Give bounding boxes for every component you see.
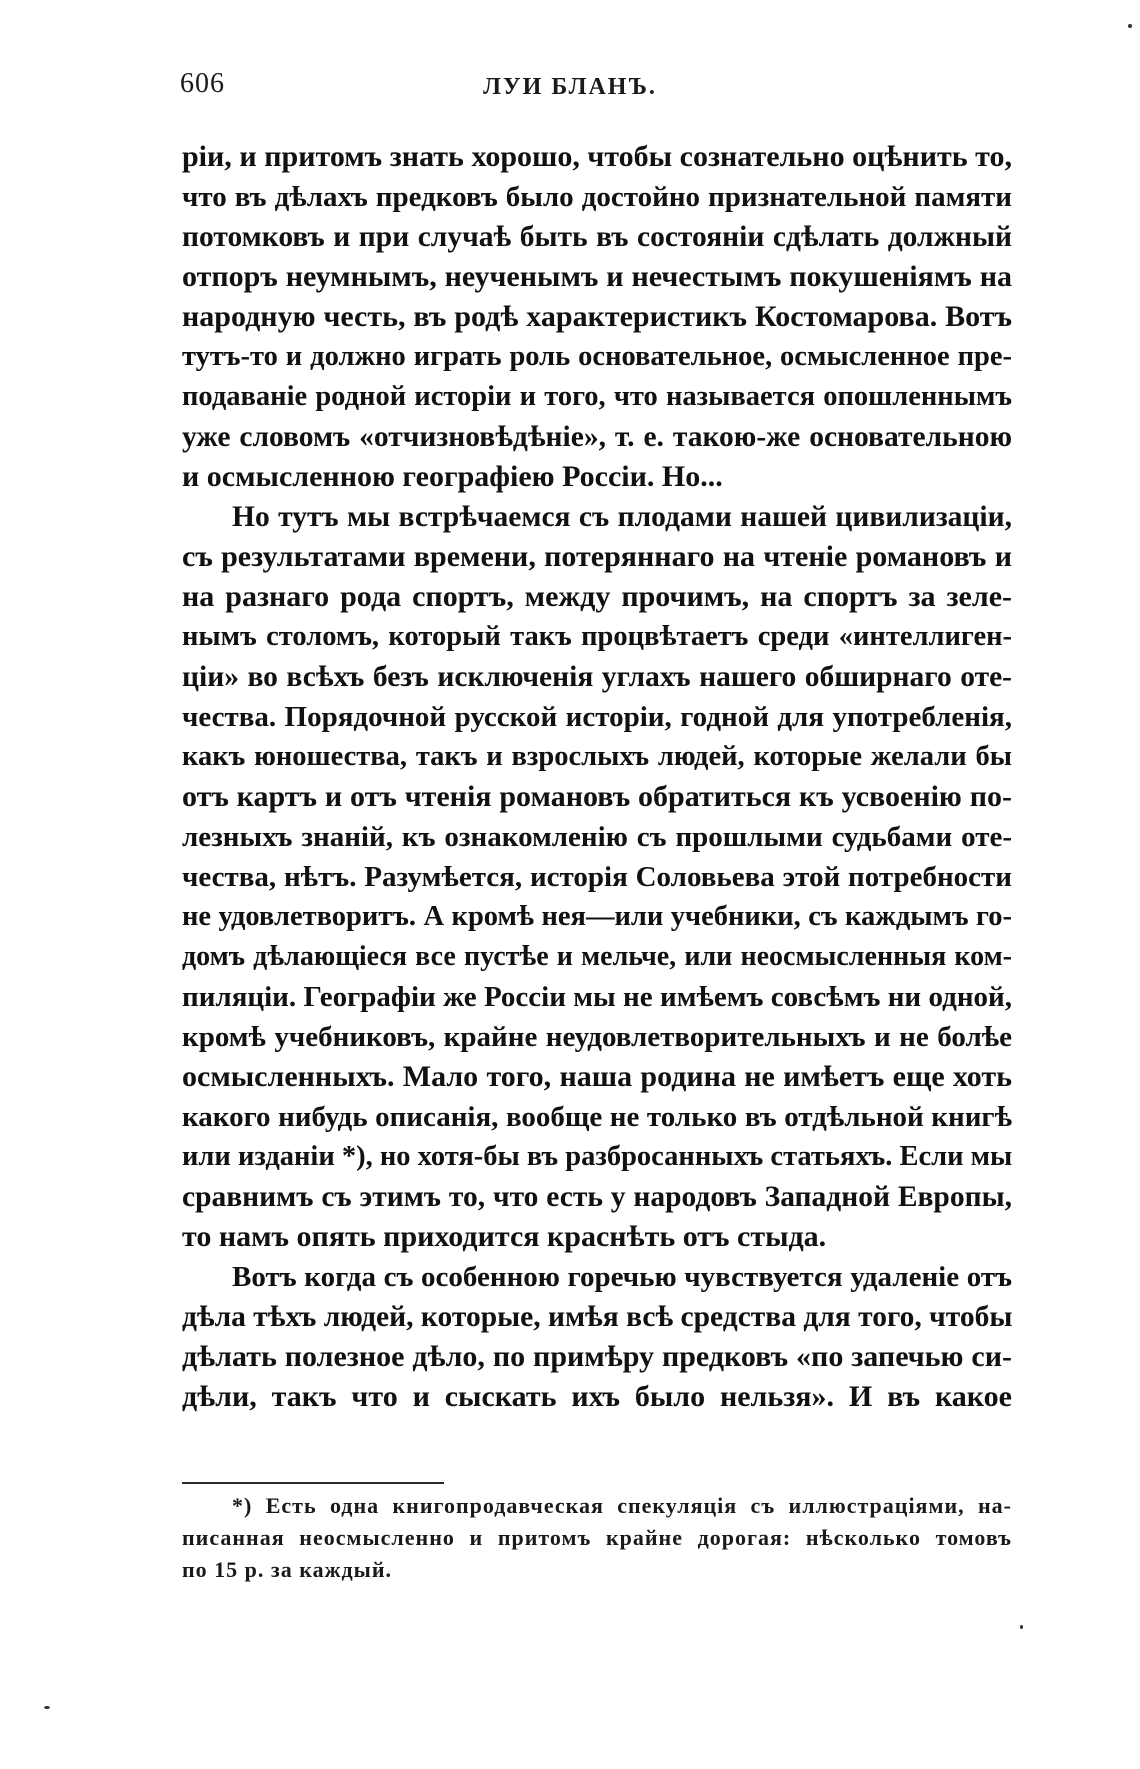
footnote-line: писанная неосмысленно и притомъ крайне дорогая: нѣсколько томовъ [182, 1525, 1012, 1550]
text-line: чества. Порядочной русской исторіи, годной для употребленія, [182, 701, 1012, 733]
text-line: отъ картъ и отъ чтенія романовъ обратиться къ усвоенію по- [182, 780, 1012, 813]
footnote-line: *) Есть одна книгопродавческая спекуляція съ иллюстраціями, на- [232, 1493, 1012, 1518]
page-number: 606 [180, 68, 225, 99]
text-line: подаваніе родной исторіи и того, что называется опошленнымъ [182, 381, 1012, 412]
text-line: чества, нѣтъ. Разумѣется, исторія Соловьева этой потребности [182, 861, 1012, 893]
text-line: что въ дѣлахъ предковъ было достойно признательной памяти [182, 181, 1012, 213]
text-line: и осмысленною географіею Россіи. Но... [182, 460, 723, 493]
text-line: пиляціи. Географіи же Россіи мы не имѣемъ совсѣмъ ни одной, [182, 981, 1012, 1013]
text-line: Но тутъ мы встрѣчаемся съ плодами нашей цивилизаціи, [232, 501, 1012, 533]
text-line: потомковъ и при случаѣ быть въ состояніи сдѣлать должный [182, 221, 1012, 253]
text-line: народную честь, въ родѣ характеристикъ Костомарова. Вотъ [182, 300, 1012, 333]
text-line: уже словомъ «отчизновѣдѣніе», т. е. такою-же основательною [182, 421, 1012, 453]
text-line: дѣли, такъ что и сыскать ихъ было нельзя». И въ какое [182, 1380, 1012, 1413]
footnote-line: по 15 р. за каждый. [182, 1557, 393, 1582]
text-line: осмысленныхъ. Мало того, наша родина не имѣетъ еще хоть [182, 1060, 1012, 1093]
text-line: или изданіи *), но хотя-бы въ разбросанныхъ статьяхъ. Если мы [182, 1141, 1013, 1172]
text-line: тутъ-то и должно играть роль основательное, осмысленное пре- [182, 341, 1012, 372]
text-line: съ результатами времени, потеряннаго на чтеніе романовъ и [182, 540, 1012, 573]
footnote [182, 1490, 1012, 1586]
text-line: дѣла тѣхъ людей, которые, имѣя всѣ средства для того, чтобы [182, 1301, 1013, 1333]
text-line: лезныхъ знаній, къ ознакомленію съ прошлыми судьбами оте- [182, 821, 1012, 853]
text-line: дѣлать полезное дѣло, по примѣру предковъ «по запечью си- [182, 1340, 1012, 1373]
text-line: сравнимъ съ этимъ то, что есть у народовъ Западной Европы, [182, 1181, 1012, 1213]
text-line: какого нибудь описанія, вообще не только въ отдѣльной книгѣ [182, 1101, 1012, 1133]
text-line: Вотъ когда съ особенною горечью чувствуется удаленіе отъ [232, 1261, 1012, 1293]
text-line: нымъ столомъ, который такъ процвѣтаетъ среди «интеллиген- [182, 621, 1012, 652]
ink-speck [1020, 1625, 1023, 1629]
text-line: кромѣ учебниковъ, крайне неудовлетворительныхъ и не болѣе [182, 1021, 1012, 1053]
text-line: то намъ опять приходится краснѣть отъ стыда. [182, 1220, 827, 1253]
ink-speck [1128, 24, 1132, 28]
text-line: ріи, и притомъ знать хорошо, чтобы сознательно оцѣнить то, [182, 140, 1012, 173]
text-line: отпоръ неумнымъ, неученымъ и нечестымъ покушеніямъ на [182, 260, 1012, 293]
footnote-divider [182, 1482, 444, 1484]
text-line: какъ юношества, такъ и взрослыхъ людей, которые желали бы [182, 741, 1012, 772]
body-text [182, 137, 1012, 1417]
text-line: на разнаго рода спортъ, между прочимъ, на спортъ за зеле- [182, 580, 1012, 613]
text-line: не удовлетворитъ. А кромѣ нея—или учебники, съ каждымъ го- [182, 901, 1012, 932]
running-title: ЛУИ БЛАНЪ. [483, 74, 657, 100]
text-line: домъ дѣлающіеся все пустѣе и мельче, или неосмысленныя ком- [182, 941, 1012, 972]
ink-speck [44, 1706, 50, 1709]
text-line: ціи» во всѣхъ безъ исключенія углахъ нашего обширнаго оте- [182, 661, 1012, 693]
